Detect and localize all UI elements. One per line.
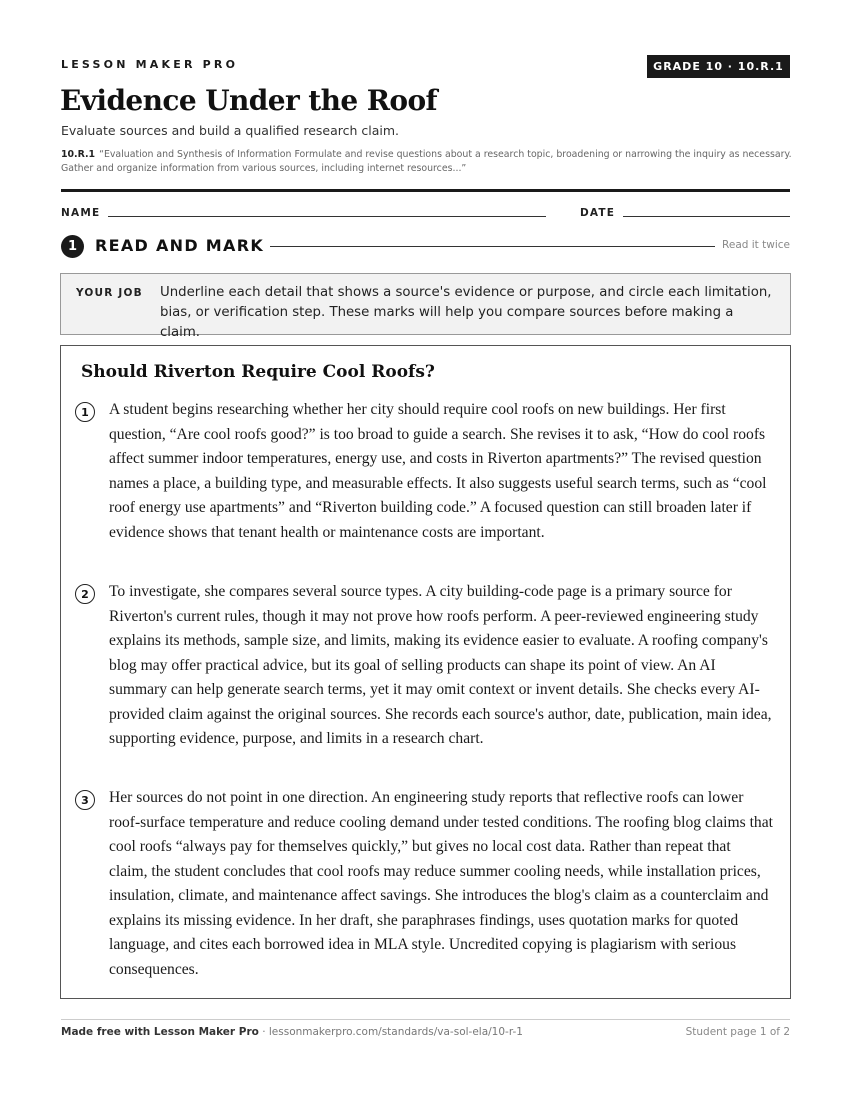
- date-label: DATE: [580, 207, 616, 219]
- reading-passage: [60, 345, 791, 999]
- paragraph-text: Her sources do not point in one direction. An engineering study reports that reflective roofs can lower roof-surface temperature and reduce cooling demand under tested conditions. The roofing blog claims that cool roofs “always pay for themselves quickly,” but gives no local cost data. Rather than repeat that claim, the student concludes that cool roofs may reduce summer cooling needs, while installation prices, insulation, climate, and maintenance affect savings. She introduces the blog's claim as a counterclaim and explains its missing evidence. In her draft, she paraphrases findings, uses quotation marks for quoted language, and cites each borrowed idea in MLA style. Uncredited copying is plagiarism with serious consequences.: [109, 789, 773, 978]
- grade-badge: GRADE 10 · 10.R.1: [647, 55, 790, 78]
- section-hint: Read it twice: [722, 239, 790, 251]
- footer-brand: Made free with Lesson Maker Pro: [61, 1026, 259, 1038]
- section-divider: [270, 246, 715, 247]
- paragraph-text: A student begins researching whether her city should require cool roofs on new buildings. Her first question, “Are cool roofs good?” is too broad to guide a search. She revises it to ask, “How do cool roofs affect summer indoor temperatures, energy use, and costs in Riverton apartments?” The revised question names a place, a building type, and measurable effects. It also suggests useful search terms, such as “cool roof energy use apartments” and “Riverton building code.” A focused question can still broaden later if evidence shows that tenant health or maintenance costs are important.: [109, 401, 767, 541]
- job-text: Underline each detail that shows a source's evidence or purpose, and circle each limitation, bias, or verification step. These marks will help you compare sources before making a claim.: [160, 285, 772, 340]
- job-label: YOUR JOB: [76, 287, 143, 299]
- standard-description: [61, 148, 793, 176]
- footer-divider: [61, 1019, 790, 1020]
- footer-url[interactable]: · lessonmakerpro.com/standards/va-sol-ela/10-r-1: [258, 1026, 523, 1038]
- standard-text: “Evaluation and Synthesis of Information Formulate and revise questions about a research topic, broadening or narrowing the inquiry as necessary. Gather and organize information from various sources, including internet resources...”: [61, 149, 792, 174]
- standard-code: 10.R.1: [61, 149, 96, 160]
- paragraph-number: 3: [75, 790, 95, 810]
- passage-title: Should Riverton Require Cool Roofs?: [81, 362, 435, 382]
- paragraph-text: To investigate, she compares several source types. A city building-code page is a primary source for Riverton's current rules, though it may not prove how roofs perform. A peer-reviewed engineering study explains its methods, sample size, and limits, making its evidence easier to evaluate. A roofing company's blog may offer practical advice, but its goal of selling products can shape its point of view. An AI summary can help generate search terms, yet it may omit context or invent details. She checks every AI-provided claim against the original sources. She records each source's author, date, publication, main idea, supporting evidence, purpose, and limits in a research chart.: [109, 583, 772, 747]
- worksheet-subtitle: Evaluate sources and build a qualified research claim.: [61, 123, 400, 138]
- paragraph-number: 1: [75, 402, 95, 422]
- section-title: READ AND MARK: [95, 236, 265, 255]
- name-label: NAME: [61, 207, 101, 219]
- paragraph-number: 2: [75, 584, 95, 604]
- section-number: 1: [61, 235, 84, 258]
- footer-credit: [61, 1026, 523, 1038]
- brand-name: LESSON MAKER PRO: [61, 58, 239, 71]
- worksheet-title: Evidence Under the Roof: [60, 84, 437, 117]
- page-indicator: Student page 1 of 2: [685, 1026, 790, 1038]
- job-instructions-box: [60, 273, 791, 340]
- header-divider: [61, 189, 790, 192]
- date-field[interactable]: [623, 216, 790, 217]
- name-field[interactable]: [108, 216, 546, 217]
